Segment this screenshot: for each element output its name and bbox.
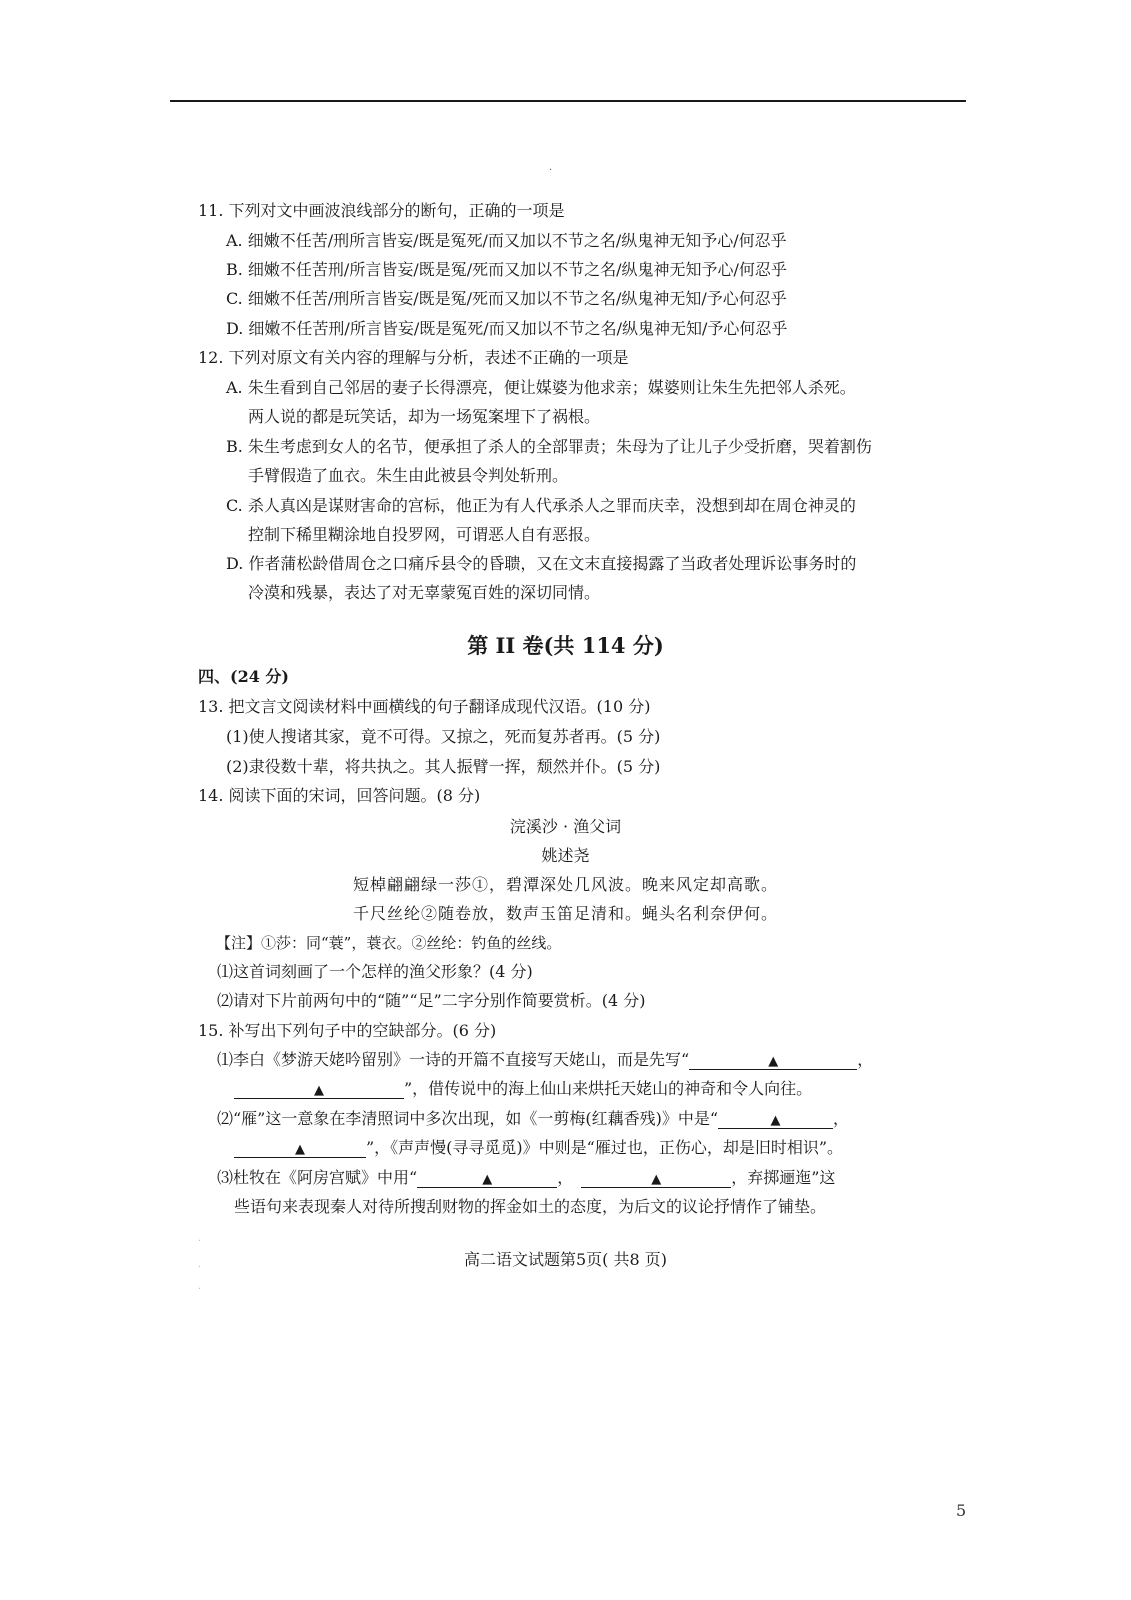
q12-option-a-cont: 两人说的都是玩笑话，却为一场冤案埋下了祸根。 — [248, 407, 601, 426]
q15-s3-text-a: ⑶杜牧在《阿房宫赋》中用“ — [217, 1168, 418, 1187]
q15-s1-text-c: ”，借传说中的海上仙山来烘托天姥山的神奇和令人向往。 — [404, 1079, 813, 1098]
q15-s1-text-a: ⑴李白《梦游天姥吟留别》一诗的开篇不直接写天姥山，而是先写“ — [217, 1050, 690, 1069]
answer-blank-5[interactable] — [417, 1169, 557, 1188]
q13-item-2: (2)隶役数十辈，将共执之。其人振臂一挥，颓然并仆。(5 分) — [226, 757, 661, 776]
blank-marker-triangle: ▲ — [768, 1054, 779, 1069]
section-heading: 第 II 卷(共 114 分) — [467, 633, 664, 658]
q14-stem: 14. 阅读下面的宋词，回答问题。(8 分) — [198, 786, 481, 805]
q15-s2-text-c: ”，《声声慢(寻寻觅觅)》中则是“雁过也，正伤心，却是旧时相识”。 — [366, 1138, 844, 1157]
scan-speck: · — [198, 1236, 202, 1247]
q15-s2-text-b: ， — [833, 1109, 850, 1128]
answer-blank-1[interactable] — [689, 1051, 857, 1070]
q15-sentence-1-line-1 — [217, 1049, 873, 1071]
poem-note: 【注】①莎：同“蓑”，蓑衣。②丝纶：钓鱼的丝线。 — [216, 934, 562, 952]
q12-option-b-cont: 手臂假造了血衣。朱生由此被县令判处斩刑。 — [248, 466, 569, 485]
blank-marker-triangle: ▲ — [295, 1142, 305, 1157]
answer-blank-2[interactable] — [234, 1080, 404, 1099]
q15-sentence-3-line-1 — [217, 1167, 835, 1189]
q11-option-a: A. 细嫩不任苦/刑所言皆妄/既是冤死/而又加以不节之名/纵鬼神无知予心/何忍乎 — [226, 231, 787, 250]
q11-option-b: B. 细嫩不任苦刑/所言皆妄/既是冤/死而又加以不节之名/纵鬼神无知予心/何忍乎 — [226, 260, 787, 279]
q15-sentence-3-line-2: 些语句来表现秦人对待所搜刮财物的挥金如土的态度，为后文的议论抒情作了铺垫。 — [234, 1197, 827, 1216]
scan-speck: · — [549, 165, 553, 176]
poem-author: 姚述尧 — [541, 846, 590, 865]
q15-sentence-2-line-1 — [217, 1108, 849, 1130]
q15-stem: 15. 补写出下列句子中的空缺部分。(6 分) — [198, 1021, 497, 1040]
q15-s2-text-a: ⑵“雁”这一意象在李清照词中多次出现，如《一剪梅(红藕香残)》中是“ — [217, 1109, 719, 1128]
top-rule — [170, 100, 966, 102]
q13-item-1: (1)使人搜诸其家，竟不可得。又掠之，死而复苏者再。(5 分) — [226, 727, 661, 746]
part-four-heading: 四、(24 分) — [198, 667, 289, 686]
blank-marker-triangle: ▲ — [651, 1172, 662, 1187]
q15-s1-text-b: ， — [857, 1050, 874, 1069]
q13-stem: 13. 把文言文阅读材料中画横线的句子翻译成现代汉语。(10 分) — [198, 697, 651, 716]
answer-blank-3[interactable] — [718, 1110, 833, 1129]
poem-line-1: 短棹翩翩绿一莎①，碧潭深处几风波。晚来风定却高歌。 — [352, 875, 778, 894]
q12-option-c: C. 杀人真凶是谋财害命的宫标，他正为有人代承杀人之罪而庆幸，没想到却在周仓神灵的 — [226, 496, 856, 515]
page-number: 5 — [956, 1501, 967, 1520]
q15-s3-text-c: ，弃掷逦迤”这 — [731, 1168, 836, 1187]
poem-line-2: 千尺丝纶②随卷放，数声玉笛足清和。蝇头名利奈伊何。 — [352, 904, 778, 923]
q11-option-c: C. 细嫩不任苦/刑所言皆妄/既是冤/死而又加以不节之名/纵鬼神无知/予心何忍乎 — [226, 289, 787, 308]
q14-sub-1: ⑴这首词刻画了一个怎样的渔父形象？(4 分) — [217, 962, 533, 981]
q11-stem: 11. 下列对文中画波浪线部分的断句，正确的一项是 — [198, 201, 565, 220]
q12-stem: 12. 下列对原文有关内容的理解与分析，表述不正确的一项是 — [198, 348, 629, 367]
q12-option-b: B. 朱生考虑到女人的名节，便承担了杀人的全部罪责；朱母为了让儿子少受折磨，哭着割伤 — [226, 437, 872, 456]
q12-option-d: D. 作者蒲松龄借周仓之口痛斥县令的昏聩，又在文末直接揭露了当政者处理诉讼事务时的 — [226, 554, 857, 573]
q11-option-d: D. 细嫩不任苦刑/所言皆妄/既是冤死/而又加以不节之名/纵鬼神无知/予心何忍乎 — [226, 319, 788, 338]
q12-option-d-cont: 冷漠和残暴，表达了对无辜蒙冤百姓的深切同情。 — [248, 583, 601, 602]
poem-title: 浣溪沙 · 渔父词 — [509, 817, 622, 836]
q15-s3-text-b: ， — [557, 1168, 574, 1187]
q15-sentence-1-line-2 — [234, 1078, 812, 1100]
q12-option-a: A. 朱生看到自己邻居的妻子长得漂亮，便让媒婆为他求亲；媒婆则让朱生先把邻人杀死。 — [226, 378, 856, 397]
q12-option-c-cont: 控制下稀里糊涂地自投罗网，可谓恶人自有恶报。 — [248, 525, 601, 544]
q14-sub-2: ⑵请对下片前两句中的“随”“足”二字分别作简要赏析。(4 分) — [217, 991, 646, 1010]
blank-marker-triangle: ▲ — [482, 1172, 493, 1187]
page-footer: 高二语文试题第5页( 共8 页) — [463, 1250, 668, 1269]
blank-marker-triangle: ▲ — [770, 1113, 781, 1128]
scan-speck: · — [198, 1284, 202, 1295]
scan-speck: · — [198, 1262, 202, 1273]
answer-blank-6[interactable] — [581, 1169, 731, 1188]
q15-sentence-2-line-2 — [234, 1137, 843, 1159]
blank-marker-triangle: ▲ — [314, 1083, 324, 1098]
answer-blank-4[interactable] — [234, 1139, 366, 1158]
